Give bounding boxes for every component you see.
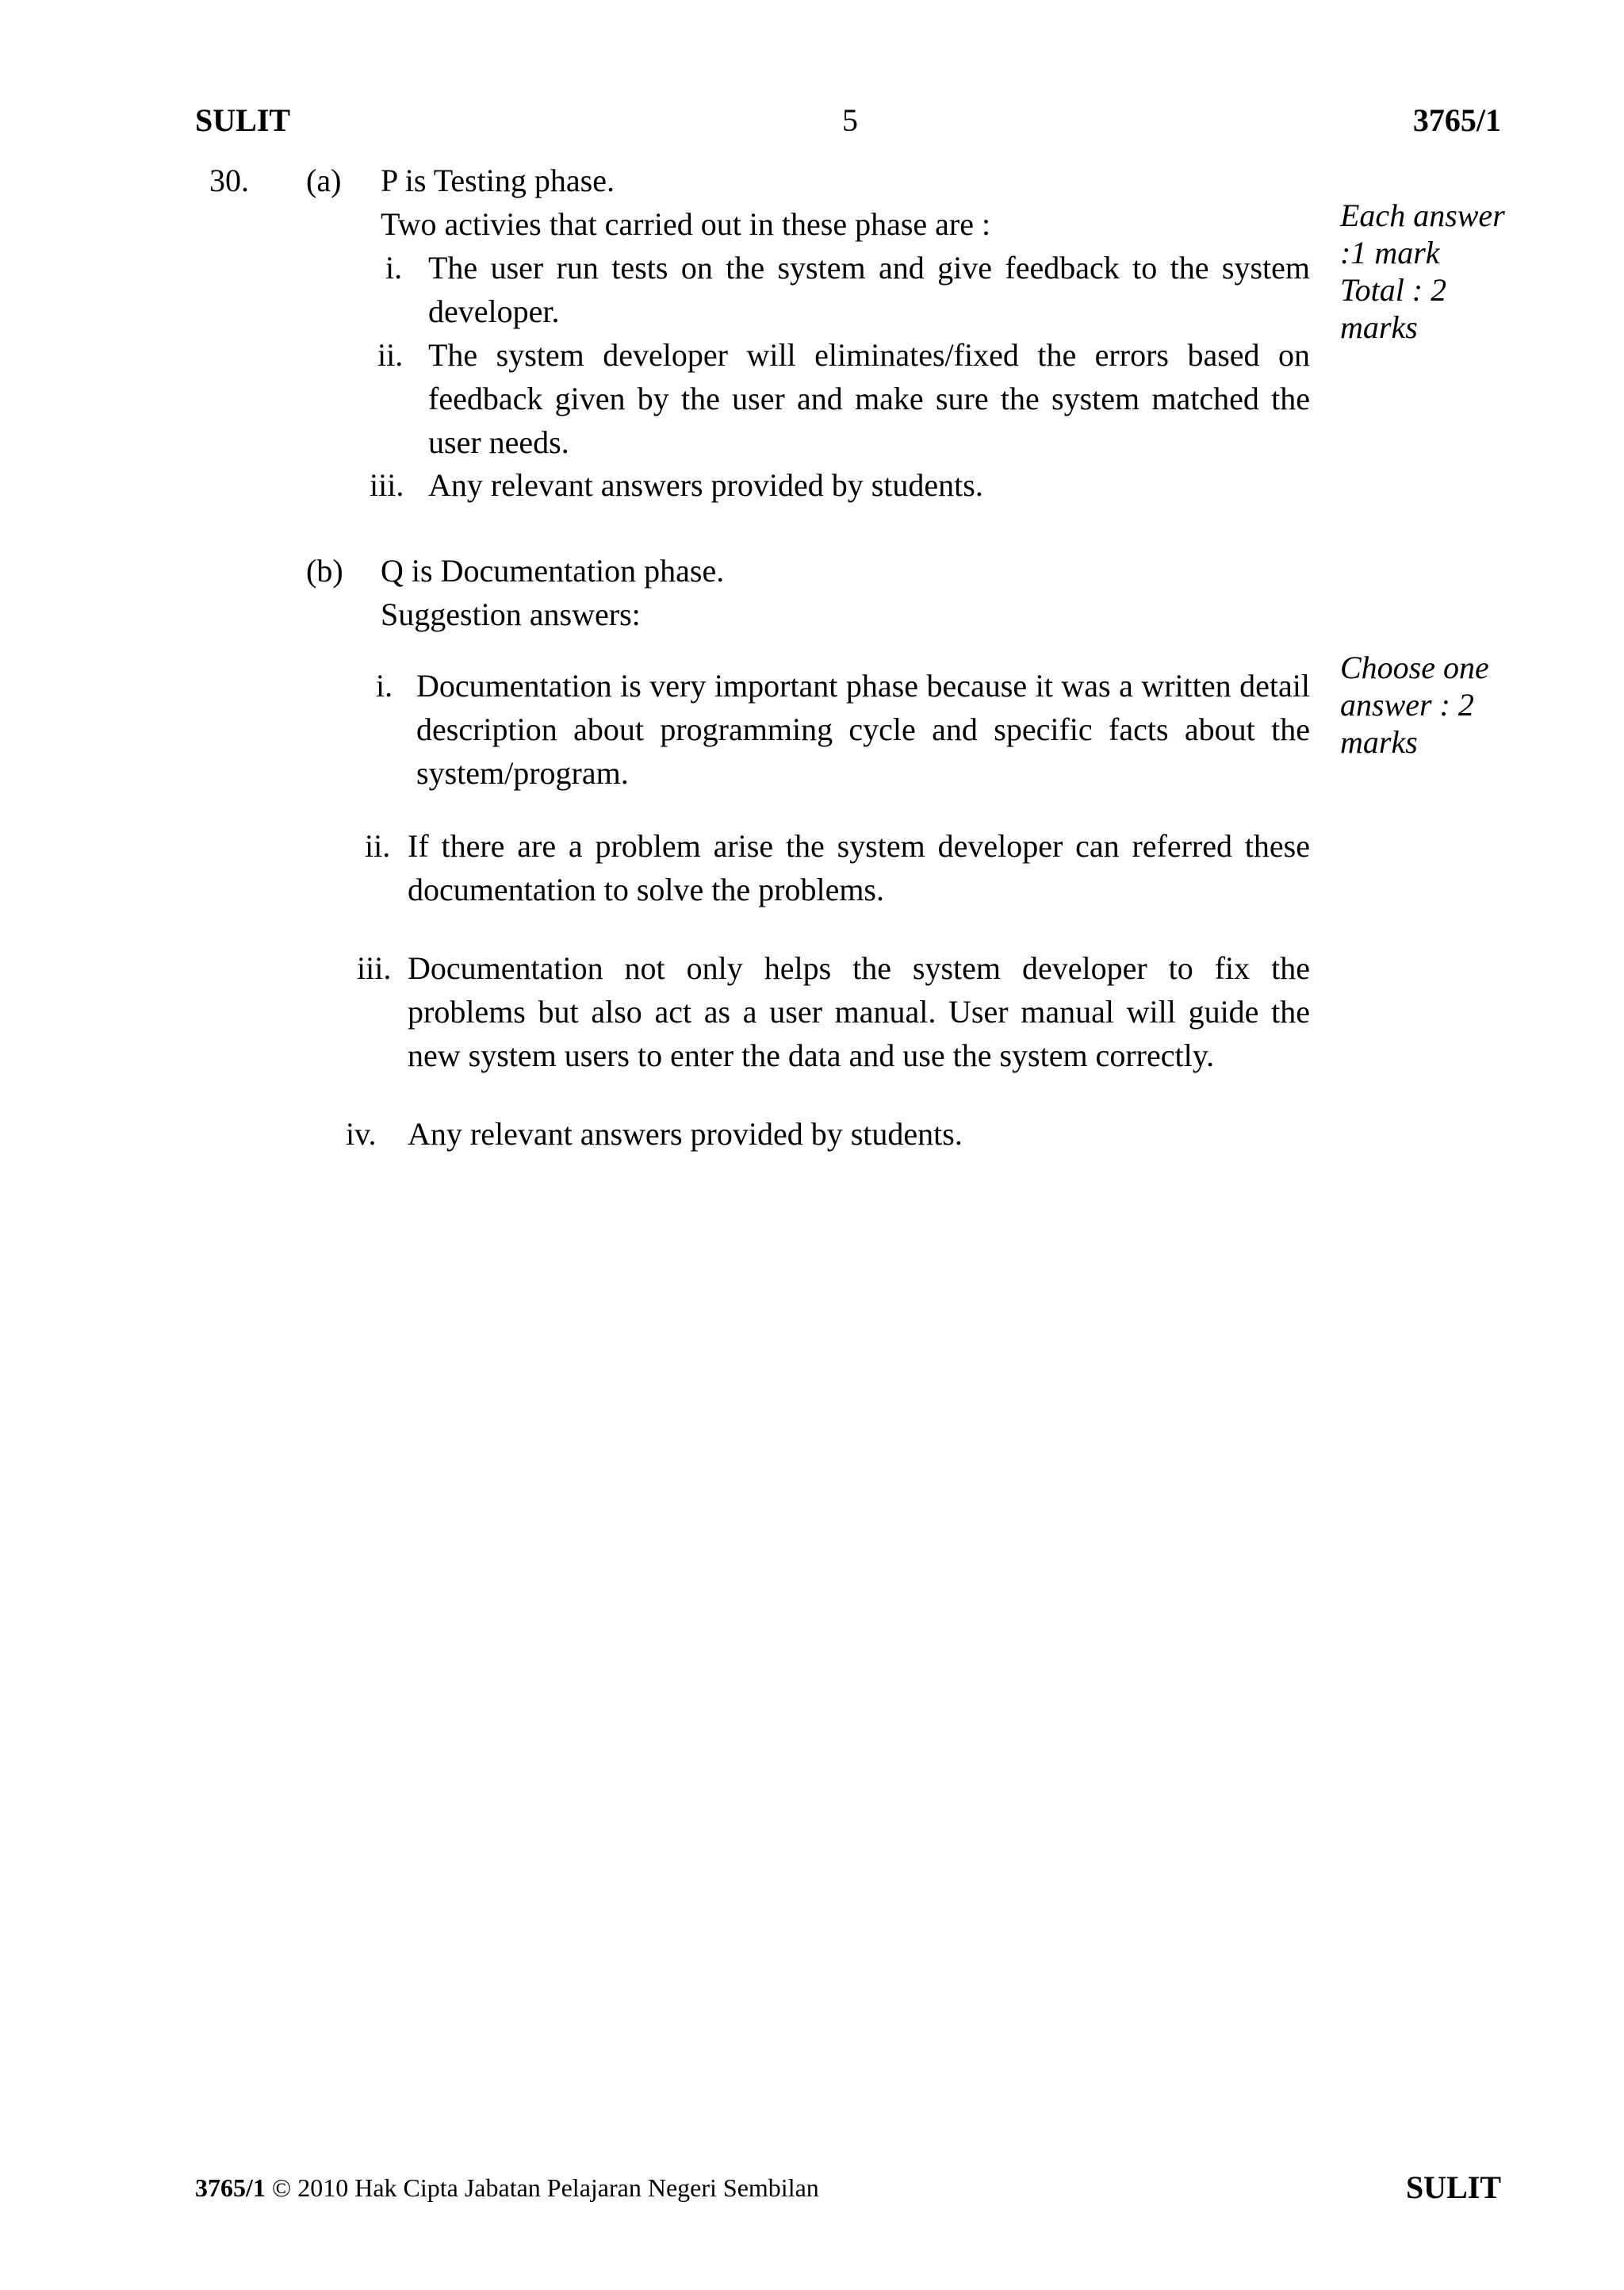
part-a-item-text: Any relevant answers provided by students. xyxy=(428,467,983,503)
part-b-item-marker: i. xyxy=(376,668,393,704)
marks-note-line: Each answer xyxy=(1340,198,1505,233)
marks-note-line: answer : 2 xyxy=(1340,687,1474,723)
part-b-item-text: Any relevant answers provided by students. xyxy=(408,1116,963,1152)
footer-classification: SULIT xyxy=(1405,2169,1501,2205)
part-a-line1: P is Testing phase. xyxy=(381,163,615,198)
footer-copyright-text: © 2010 Hak Cipta Jabatan Pelajaran Negeri Sembilan xyxy=(271,2173,819,2202)
part-b-item-text: If there are a problem arise the system developer can referred these documentation to solve the problems. xyxy=(408,828,1310,907)
part-b-item-text: Documentation not only helps the system developer to fix the problems but also act as a user manual. User manual will guide the new system users to enter the data and use the system correctly. xyxy=(408,950,1310,1073)
part-b-line2: Suggestion answers: xyxy=(381,596,641,632)
part-b-marks-note xyxy=(1340,649,1489,761)
part-b-item-text: Documentation is very important phase because it was a written detail description about programming cycle and specific facts about the system/program. xyxy=(416,668,1310,791)
question-number: 30. xyxy=(209,163,249,198)
part-a-item-text: The user run tests on the system and give feedback to the system developer. xyxy=(428,250,1310,329)
part-b-item-marker: iii. xyxy=(357,950,392,986)
part-a-item-marker: ii. xyxy=(377,337,404,373)
page-number: 5 xyxy=(842,102,858,138)
part-b-line1: Q is Documentation phase. xyxy=(381,553,725,589)
part-b-item-marker: iv. xyxy=(346,1116,377,1152)
header-paper-code: 3765/1 xyxy=(1412,102,1501,138)
footer-code: 3765/1 xyxy=(195,2173,266,2202)
part-a-marks-note xyxy=(1340,197,1505,346)
marks-note-line: :1 mark xyxy=(1340,235,1440,270)
part-a-item-text: The system developer will eliminates/fixed the errors based on feedback given by the user and make sure the system matched the user needs. xyxy=(428,337,1310,460)
part-a-item-marker: iii. xyxy=(370,467,404,503)
part-a-item-marker: i. xyxy=(385,250,403,286)
footer-copyright xyxy=(195,2173,819,2203)
marks-note-line: Total : 2 xyxy=(1340,272,1447,308)
marks-note-line: Choose one xyxy=(1340,650,1489,685)
marks-note-line: marks xyxy=(1340,309,1418,345)
part-a-line2: Two activies that carried out in these phase are : xyxy=(381,206,991,242)
marks-note-line: marks xyxy=(1340,724,1418,760)
part-b-label: (b) xyxy=(306,553,343,589)
part-b-item-marker: ii. xyxy=(365,828,391,864)
part-a-label: (a) xyxy=(306,163,342,198)
header-classification: SULIT xyxy=(195,102,291,138)
